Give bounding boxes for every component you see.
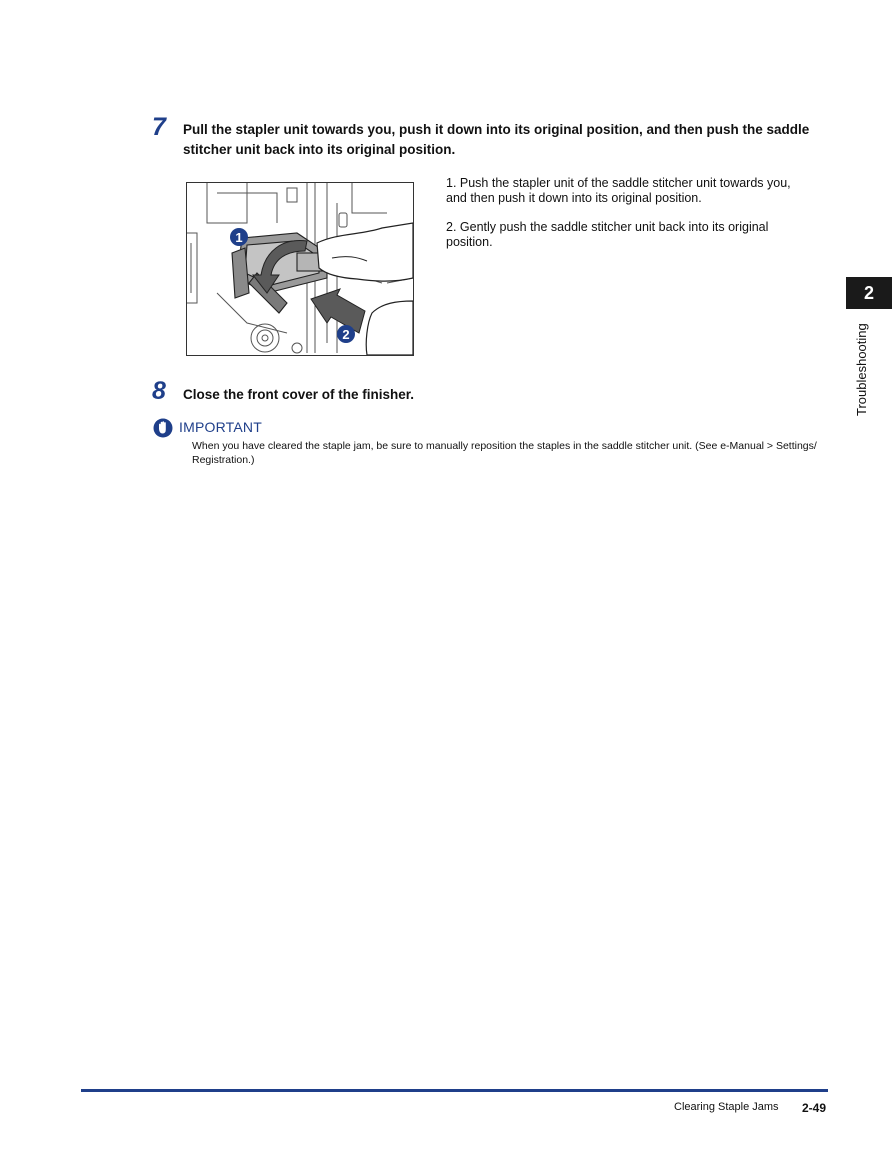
instruction-1-line2: and then push it down into its original position. <box>446 190 702 205</box>
hand-stop-icon <box>153 418 173 438</box>
step-7-number: 7 <box>152 113 166 141</box>
instruction-2-line1: 2. Gently push the saddle stitcher unit back into its original <box>446 220 769 234</box>
callout-1: 1 <box>230 228 248 246</box>
important-text-line1: When you have cleared the staple jam, be sure to manually reposition the staples in the saddle stitcher unit. (See e-Manual > Settings/ <box>192 440 817 452</box>
step-7-title-line2: stitcher unit back into its original position. <box>183 142 456 157</box>
instruction-2 <box>446 220 806 249</box>
instruction-2-line2: position. <box>446 234 493 249</box>
footer-rule <box>81 1089 828 1092</box>
important-text <box>192 440 832 467</box>
chapter-label <box>851 312 875 422</box>
step-8-number: 8 <box>152 377 166 405</box>
instruction-1-line1: 1. Push the stapler unit of the saddle stitcher unit towards you, <box>446 176 791 190</box>
instruction-1 <box>446 176 806 205</box>
step-8-title: Close the front cover of the finisher. <box>183 387 415 402</box>
footer-section-title: Clearing Staple Jams <box>674 1101 779 1113</box>
step-7-title-line1: Pull the stapler unit towards you, push it down into its original position, and then push the saddle <box>183 122 810 137</box>
step-7-title <box>183 120 833 160</box>
footer-page-number: 2-49 <box>802 1101 827 1115</box>
callout-2: 2 <box>337 325 355 343</box>
chapter-label-text: Troubleshooting <box>854 323 869 416</box>
important-text-line2: Registration.) <box>192 453 255 466</box>
important-label: IMPORTANT <box>179 419 262 435</box>
stapler-illustration <box>186 182 414 356</box>
chapter-number-tab: 2 <box>846 277 892 309</box>
